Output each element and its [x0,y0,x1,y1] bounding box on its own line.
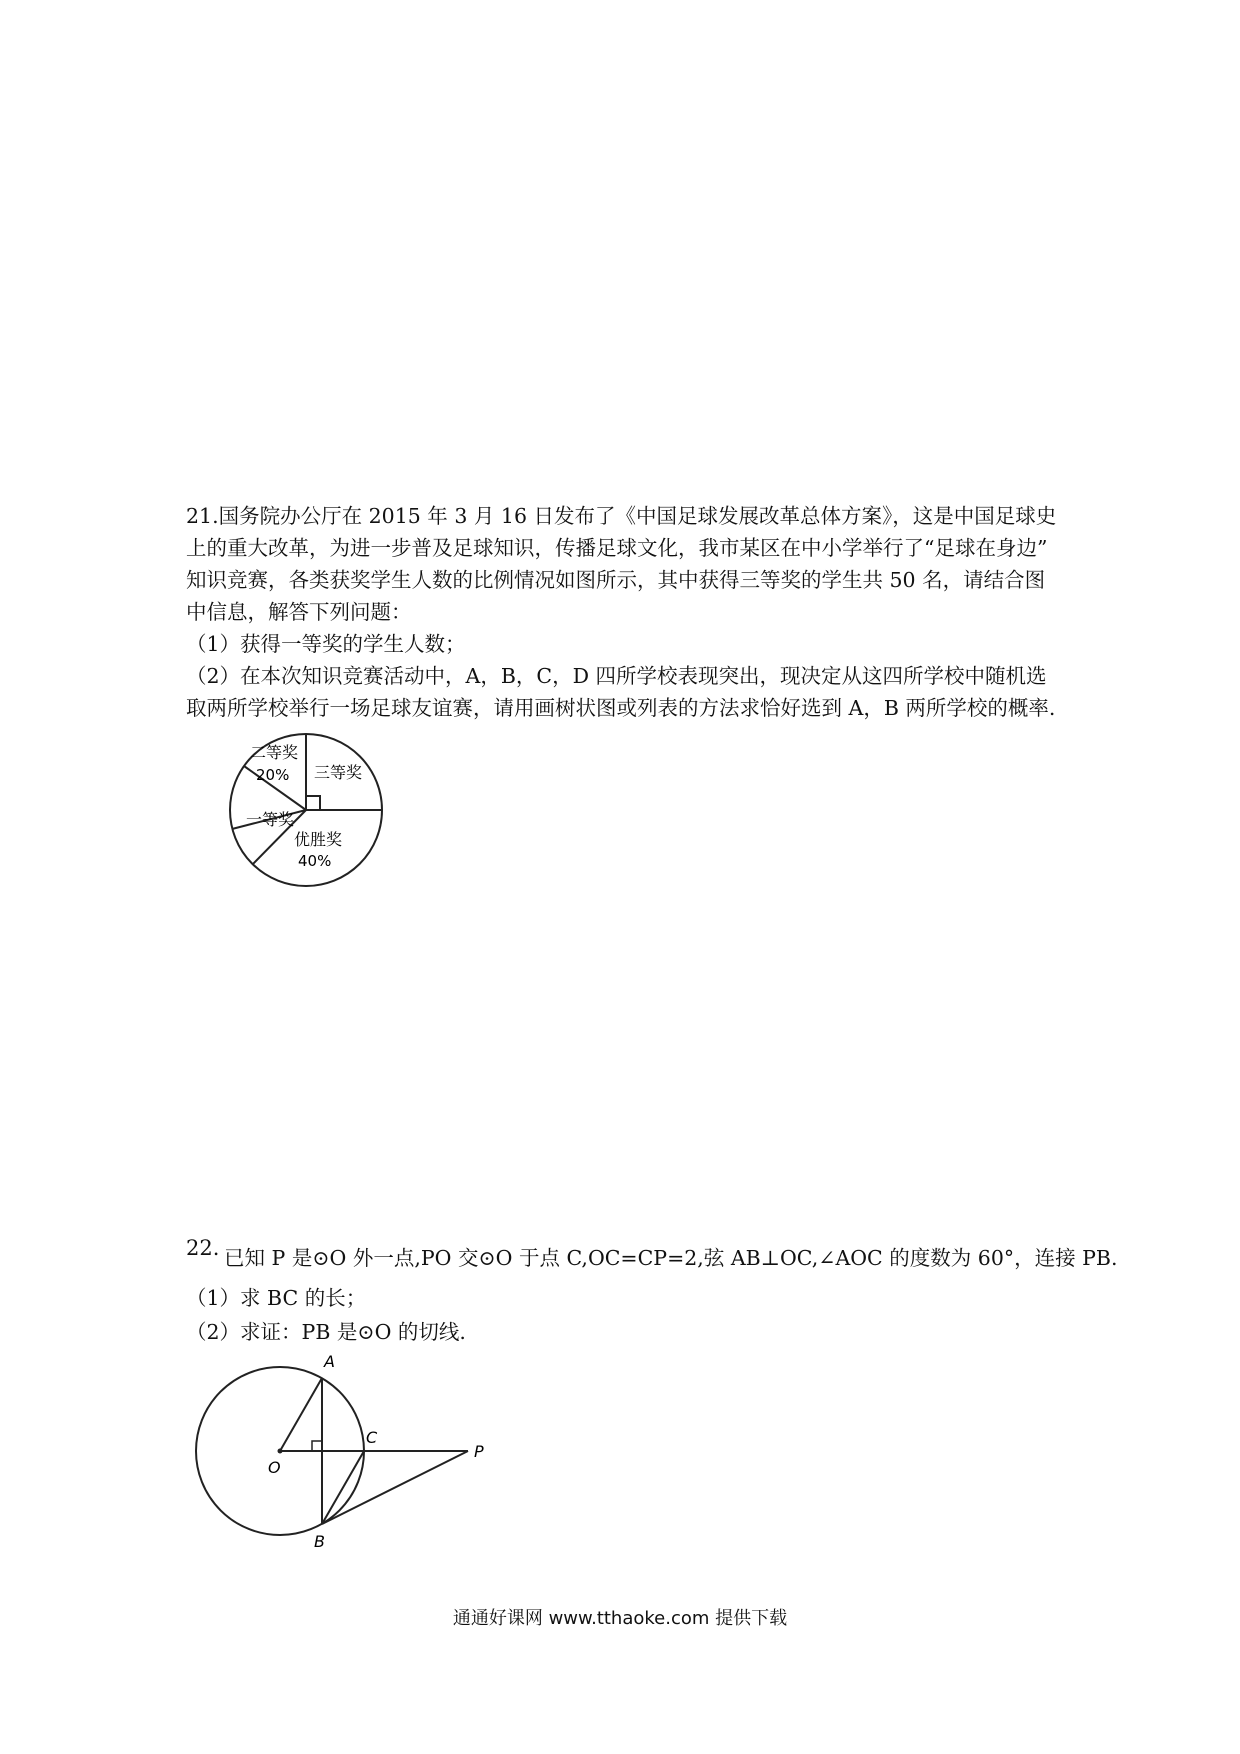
q21-line-3: 知识竞赛，各类获奖学生人数的比例情况如图所示，其中获得三等奖的学生共 50 名，请结合图 [186,568,1046,592]
q21-subquestion-2-line-1: （2）在本次知识竞赛活动中，A，B，C，D 四所学校表现突出，现决定从这四所学校中随机选 [186,664,1047,688]
pie-label-third: 三等奖 [314,763,363,782]
q22-subquestion-2: （2）求证：PB 是⊙O 的切线. [186,1320,466,1344]
question-21 [186,500,1086,724]
q21-subquestion-1: （1）获得一等奖的学生人数； [186,632,466,656]
q22-geometry-figure [180,1345,500,1555]
segment-oa [280,1378,322,1451]
pie-pct-second: 20% [256,766,290,784]
q22-number: 22. [186,1236,220,1260]
label-p: P [474,1442,484,1461]
label-o: O [268,1458,281,1477]
label-a: A [324,1352,335,1371]
pie-label-first: 一等奖 [246,810,295,829]
pie-label-second: 二等奖 [250,743,299,762]
pie-chart [226,730,386,890]
right-angle-mark [312,1441,322,1451]
q21-line-4: 中信息，解答下列问题： [186,600,412,624]
q21-pie-figure [226,730,386,890]
label-c: C [366,1428,378,1447]
label-b: B [314,1532,325,1551]
q21-line-2: 上的重大改革，为进一步普及足球知识，传播足球文化，我市某区在中小学举行了“足球在身边” [186,536,1048,560]
q22-text: 已知 P 是⊙O 外一点,PO 交⊙O 于点 C,OC=CP=2,弦 AB⊥OC,∠AOC 的度数为 60°，连接 PB. [224,1246,1118,1270]
q21-line-1: 21.国务院办公厅在 2015 年 3 月 16 日发布了《中国足球发展改革总体方案》，这是中国足球史 [186,504,1057,528]
pie-pct-excellent: 40% [298,852,332,870]
pie-right-angle-mark [306,796,320,810]
geometry-diagram [180,1345,500,1555]
q22-subquestion-1: （1）求 BC 的长； [186,1286,367,1310]
q21-subquestion-2-line-2: 取两所学校举行一场足球友谊赛，请用画树状图或列表的方法求恰好选到 A，B 两所学校的概率. [186,696,1056,720]
center-point-o [278,1449,283,1454]
footer-download-source: 通通好课网 www.tthaoke.com 提供下载 [452,1608,788,1629]
pie-label-excellent: 优胜奖 [294,830,343,849]
